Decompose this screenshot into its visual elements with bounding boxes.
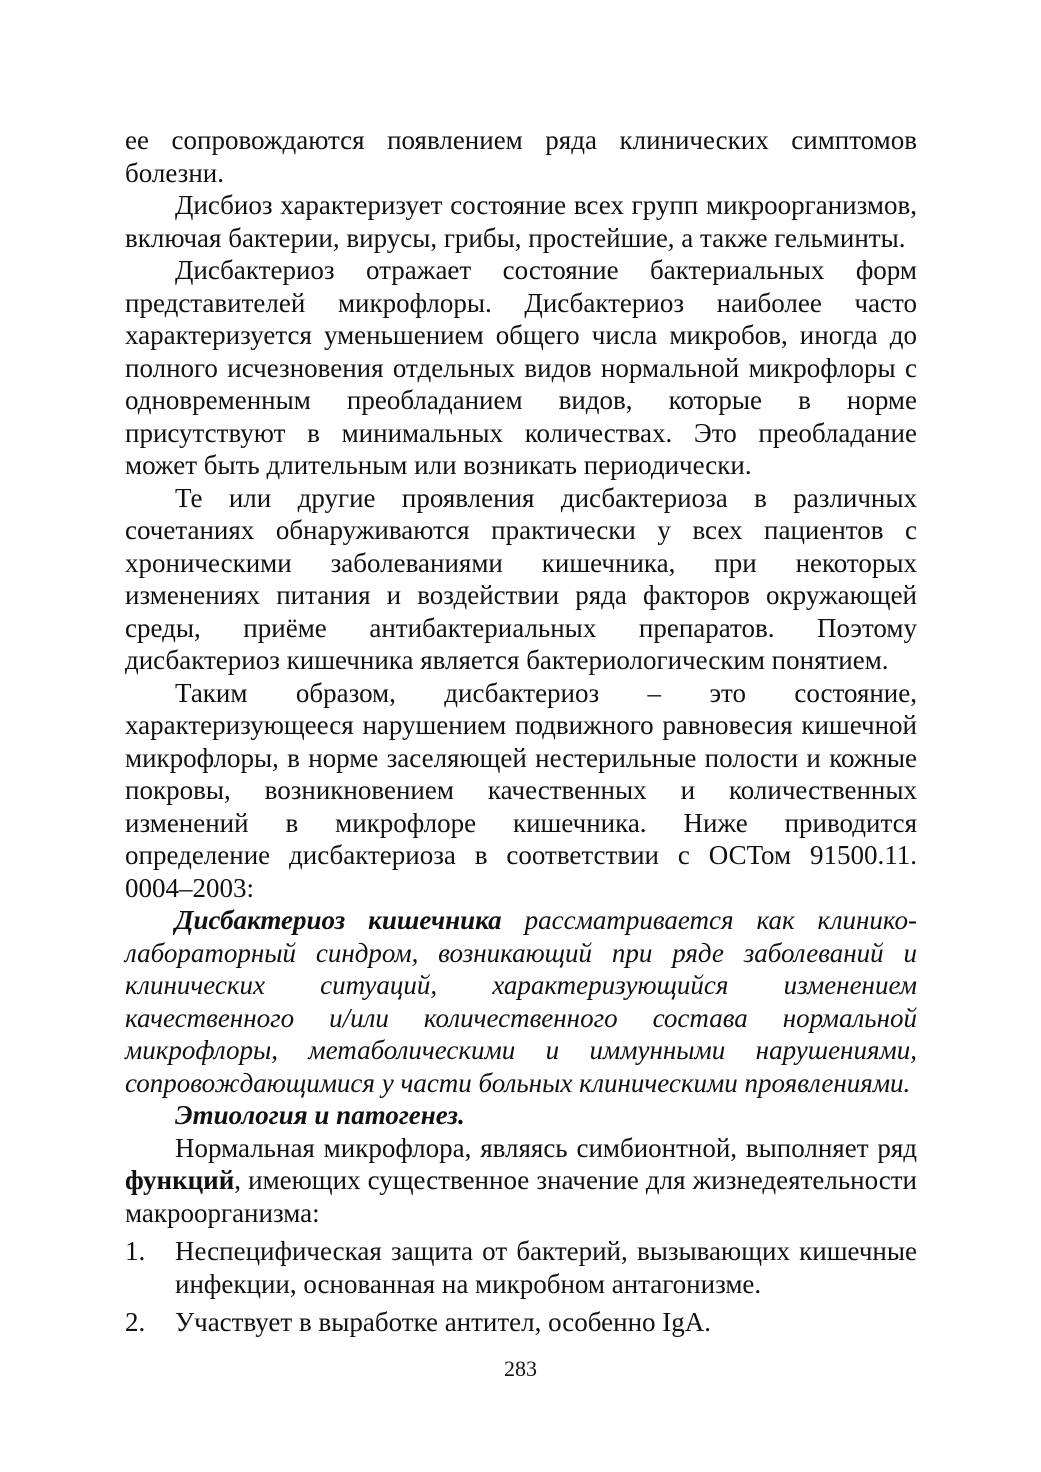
page-body — [125, 124, 917, 1345]
list-item — [125, 1235, 917, 1300]
definition-paragraph — [125, 904, 917, 1099]
paragraph-conclusion: Таким образом, дисбактериоз – это состояние, характеризующееся нарушением подвижного равновесия кишечной микрофлоры, в норме заселяющей нестерильные полости и кожные покровы, возникновением качественных и количественных изменений в микрофлоре кишечника. Ниже приводится определение дисбактериоза в соответствии с ОСТом 91500.11. 0004–2003: — [125, 677, 917, 903]
list-item-number: 2. — [125, 1307, 146, 1337]
definition-text: рассматривается как клинико-лабораторный синдром, возникающий при ряде заболеваний и клинических ситуаций, характеризующийся изменением качественного и/или количественного состава нормальной микрофлоры, метаболическими и иммунными нарушениями, сопровождающимися у части больных клиническими проявлениями. — [125, 905, 917, 1098]
list-item-number: 1. — [125, 1236, 146, 1266]
section-heading: Этиология и патогенез. — [175, 1100, 465, 1130]
paragraph-functions — [125, 1132, 917, 1230]
functions-text-after: , имеющих существенное значение для жизнедеятельности макроорганизма: — [125, 1165, 917, 1228]
paragraph-dysbacteriosis: Дисбактериоз отражает состояние бактериальных форм представителей микрофлоры. Дисбактериоз наиболее часто характеризуется уменьшением общего числа микробов, иногда до полного исчезновения отдельных видов нормальной микрофлоры с одновременным преобладанием видов, которые в норме присутствуют в минимальных количествах. Это преобладание может быть длительным или возникать периодически. — [125, 255, 917, 480]
paragraph-manifestations: Те или другие проявления дисбактериоза в различных сочетаниях обнаруживаются практически у всех пациентов с хроническими заболеваниями кишечника, при некоторых изменениях питания и воздействии ряда факторов окружающей среды, приёме антибактериальных препаратов. Поэтому дисбактериоз кишечника является бактериологическим понятием. — [125, 482, 917, 675]
page-number: 283 — [504, 1356, 537, 1381]
functions-list — [125, 1235, 917, 1339]
paragraph-dysbiosis: Дисбиоз характеризует состояние всех групп микроорганизмов, включая бактерии, вирусы, грибы, простейшие, а также гельминты. — [125, 190, 917, 253]
functions-bold-word: функций — [125, 1165, 235, 1195]
definition-term: Дисбактериоз кишечника — [175, 905, 502, 935]
list-item-text: Неспецифическая защита от бактерий, вызывающих кишечные инфекции, основанная на микробном антагонизме. — [175, 1236, 917, 1299]
paragraph-continuation: ее сопровождаются появлением ряда клинических симптомов болезни. — [125, 125, 917, 188]
list-item — [125, 1306, 917, 1339]
functions-text-before: Нормальная микрофлора, являясь симбионтной, выполняет ряд — [175, 1132, 917, 1163]
list-item-text: Участвует в выработке антител, особенно IgA. — [175, 1307, 712, 1337]
